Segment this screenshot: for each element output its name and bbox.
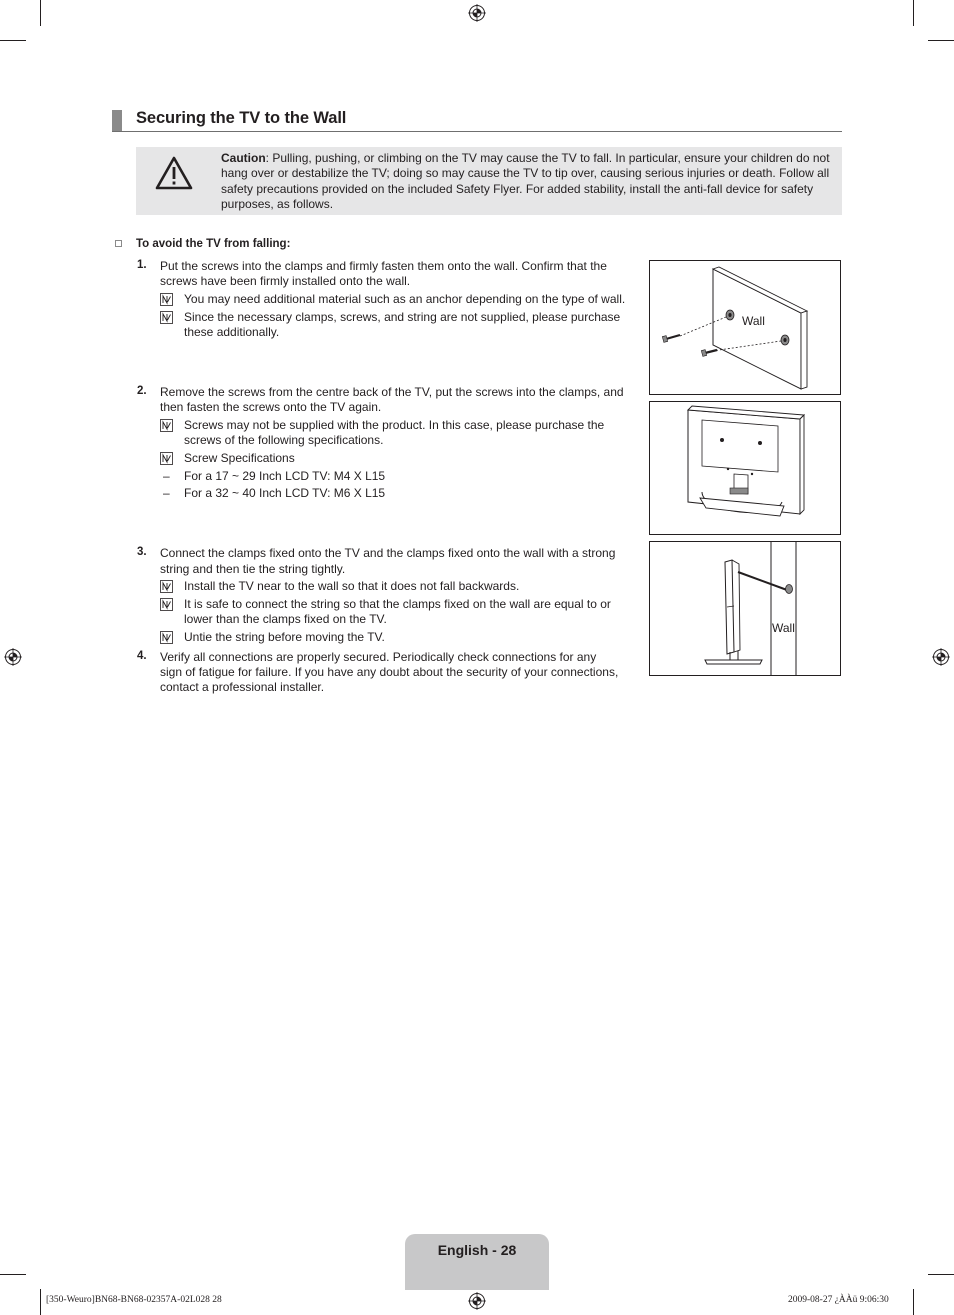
step-4-line-3: contact a professional installer. (160, 680, 325, 694)
step-number: 2. (137, 385, 147, 397)
step-1-note-1: You may need additional material such as an anchor depending on the type of wall. (184, 292, 626, 306)
figure-wall-clamps (649, 260, 841, 395)
wall-label: Wall (742, 314, 765, 328)
spec-item: For a 17 ~ 29 Inch LCD TV: M4 X L15 (184, 469, 386, 483)
step-2-note-2: Screw Specifications (184, 451, 295, 465)
page-title: Securing the TV to the Wall (136, 109, 347, 127)
step-1-note-2-line-2: these additionally. (184, 325, 280, 339)
step-3-note-2-line-1: It is safe to connect the string so that the clamps fixed on the wall are equal to or (184, 597, 611, 611)
step-2-note-1-line-2: screws of the following specifications. (184, 433, 384, 447)
step-3-note-3: Untie the string before moving the TV. (184, 630, 385, 644)
page-number-tab (405, 1234, 549, 1290)
step-3-line-1: Connect the clamps fixed onto the TV and the clamps fixed onto the wall with a strong (160, 546, 616, 560)
warning-triangle-icon (154, 155, 194, 191)
title-divider (112, 131, 842, 132)
spec-dash: – (163, 469, 170, 483)
registration-mark-icon (932, 648, 950, 666)
print-slug-left: [350-Weuro]BN68-BN68-02357A-02L028 28 (46, 1295, 222, 1305)
note-icon (160, 311, 173, 324)
step-2-note-1-line-1: Screws may not be supplied with the product. In this case, please purchase the (184, 418, 605, 432)
note-icon (160, 580, 173, 593)
figure-tv-back (649, 401, 841, 535)
step-1-line-1: Put the screws into the clamps and firmly fasten them onto the wall. Confirm that the (160, 259, 607, 273)
page-number: English - 28 (437, 1242, 517, 1258)
spec-dash: – (163, 486, 170, 500)
caution-text (221, 151, 833, 212)
note-icon (160, 419, 173, 432)
step-number: 4. (137, 650, 147, 662)
registration-mark-icon (468, 1292, 486, 1310)
step-4-line-1: Verify all connections are properly secured. Periodically check connections for any (160, 650, 597, 664)
note-icon (160, 452, 173, 465)
step-number: 3. (137, 546, 147, 558)
section-title-marker (112, 110, 122, 131)
spec-item: For a 32 ~ 40 Inch LCD TV: M6 X L15 (184, 486, 386, 500)
tv-string-illustration (650, 542, 840, 675)
step-3-line-2: string and then tie the string tightly. (160, 562, 346, 576)
step-2-line-2: then fasten the screws onto the TV again. (160, 400, 382, 414)
step-3-note-1: Install the TV near to the wall so that it does not fall backwards. (184, 579, 520, 593)
step-2-line-1: Remove the screws from the centre back of the TV, put the screws into the clamps, and (160, 385, 624, 399)
step-1-note-2-line-1: Since the necessary clamps, screws, and string are not supplied, please purchase (184, 310, 621, 324)
wall-label: Wall (772, 621, 795, 635)
figure-tv-string (649, 541, 841, 676)
note-icon (160, 293, 173, 306)
note-icon (160, 598, 173, 611)
caution-box (136, 147, 842, 215)
print-slug-right: 2009-08-27 ¿ÀÀü 9:06:30 (788, 1295, 889, 1305)
caution-label: Caution (221, 151, 266, 165)
square-bullet-icon (115, 240, 122, 247)
step-1-line-2: screws have been firmly installed onto the wall. (160, 274, 411, 288)
registration-mark-icon (4, 648, 22, 666)
step-4-line-2: sign of fatigue for failure. If you have any doubt about the security of your connections, (160, 665, 619, 679)
intro-heading: To avoid the TV from falling: (136, 238, 291, 250)
step-3-note-2-line-2: lower than the clamps fixed on the TV. (184, 612, 387, 626)
step-number: 1. (137, 259, 147, 271)
tv-back-illustration (650, 402, 840, 534)
caution-body: : Pulling, pushing, or climbing on the TV may cause the TV to fall. In particular, ensure your children do not hang over or destabilize the TV; doing so may cause the TV to tip over, causing serious injuries or death. Follow all safety precautions provided on the included Safety Flyer. For added stability, install the anti-fall device for safety purposes, as follows. (221, 151, 830, 211)
registration-mark-icon (468, 4, 486, 22)
note-icon (160, 631, 173, 644)
